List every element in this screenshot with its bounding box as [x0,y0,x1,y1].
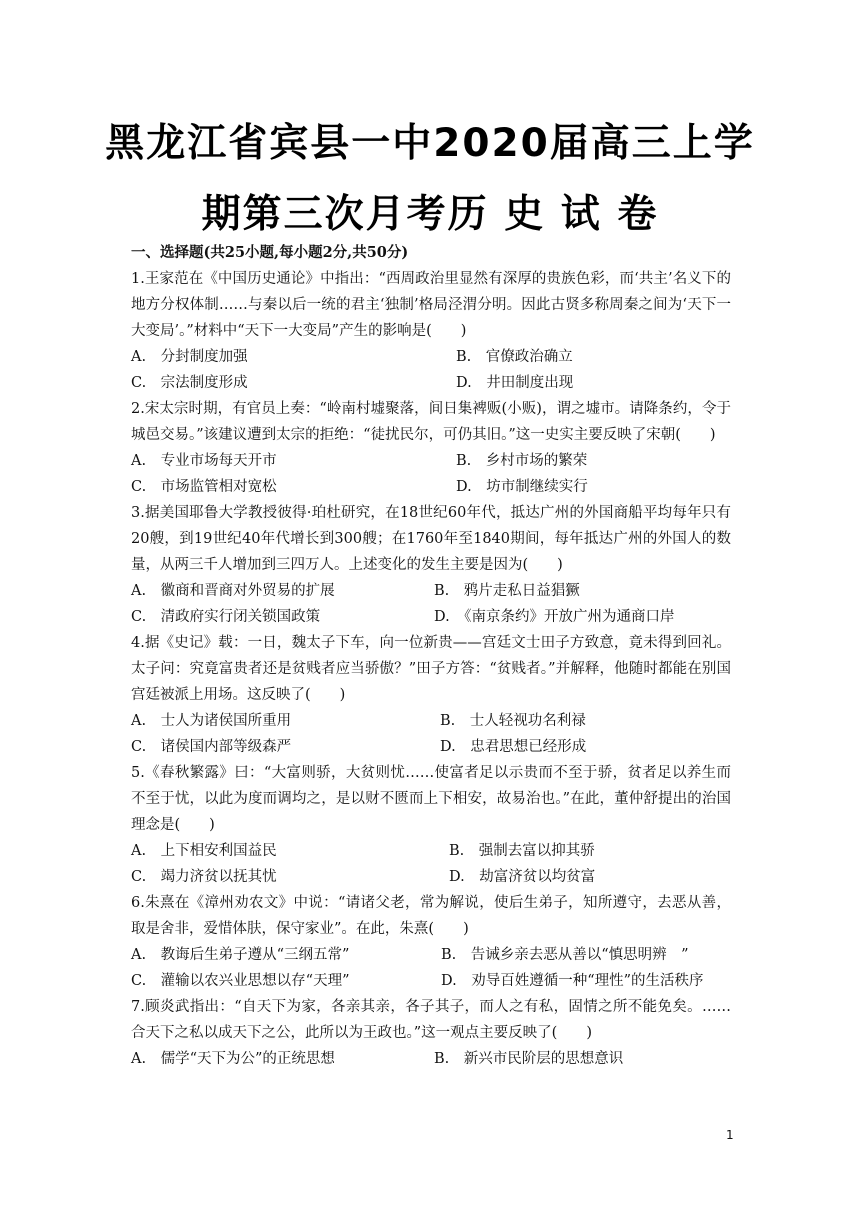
option-row [131,578,731,604]
option-row [131,968,731,994]
option-d: D. 《南京条约》开放广州为通商口岸 [434,609,675,625]
option-d: D. 劫富济贫以均贫富 [449,869,596,885]
option-a: A. 儒学“天下为公”的正统思想 [131,1051,335,1067]
option-a: A. 士人为诸侯国所重用 [131,713,292,729]
question-4 [131,630,731,760]
option-a: A. 上下相安利国益民 [131,843,277,859]
option-a: A. 教诲后生弟子遵从“三纲五常” [131,947,350,963]
option-b: B. 官僚政治确立 [456,349,573,365]
option-row [131,604,731,630]
question-stem: 7.顾炎武指出：“自天下为家，各亲其亲，各子其子，而人之有私，固情之所不能免矣。……合天下之私以成天下之公，此所以为王政也。”这一观点主要反映了( ) [131,999,731,1041]
option-row [131,838,731,864]
question-stem: 3.据美国耶鲁大学教授彼得·珀杜研究，在18世纪60年代，抵达广州的外国商船平均每年只有20艘，到19世纪40年代增长到300艘；在1760年至1840期间，每年抵达广州的外国人的数量，从两三千人增加到三四万人。上述变化的发生主要是因为( ) [131,505,731,573]
option-d: D. 井田制度出现 [456,375,574,391]
option-b: B. 告诫乡亲去恶从善以“慎思明辨 ” [441,947,689,963]
question-stem: 4.据《史记》载：一日，魏太子下车，向一位新贵——宫廷文士田子方致意，竟未得到回礼。太子问：究竟富贵者还是贫贱者应当骄傲？”田子方答：“贫贱者。”并解释，他随时都能在别国宫廷被派上用场。这反映了( ) [131,635,731,703]
question-stem: 5.《春秋繁露》曰：“大富则骄，大贫则忧……使富者足以示贵而不至于骄，贫者足以养生而不至于忧，以此为度而调均之，是以财不匮而上下相安，故易治也。”在此，董仲舒提出的治国理念是( ) [131,765,731,833]
option-row [131,448,731,474]
option-c: C. 灌输以农兴业思想以存“天理” [131,973,350,989]
section-heading: 一、选择题(共25小题,每小题2分,共50分) [131,244,409,261]
option-b: B. 乡村市场的繁荣 [456,453,588,469]
option-b: B. 士人轻视功名利禄 [440,713,586,729]
option-c: C. 诸侯国内部等级森严 [131,739,292,755]
question-1 [131,266,731,396]
option-c: C. 竭力济贫以抚其忧 [131,869,277,885]
question-6 [131,890,731,994]
question-2 [131,396,731,500]
title-line-1: 黑龙江省宾县一中2020届高三上学 [105,121,755,166]
question-7 [131,994,731,1072]
option-d: D. 忠君思想已经形成 [440,739,587,755]
option-d: D. 坊市制继续实行 [456,479,588,495]
option-row [131,864,731,890]
option-row [131,708,731,734]
title-line-2: 期第三次月考历 史 试 卷 [201,192,659,237]
option-a: A. 分封制度加强 [131,349,248,365]
question-5 [131,760,731,890]
option-row [131,1046,731,1072]
question-stem: 2.宋太宗时期，有官员上奏：“岭南村墟聚落，间日集裨贩(小贩)，谓之墟市。请降条约，令于城邑交易。”该建议遭到太宗的拒绝：“徒扰民尔，可仍其旧。”这一史实主要反映了宋朝( ) [131,401,731,443]
question-3 [131,500,731,630]
option-row [131,370,731,396]
option-c: C. 市场监管相对宽松 [131,479,277,495]
option-d: D. 劝导百姓遵循一种“理性”的生活秩序 [441,973,704,989]
option-a: A. 专业市场每天开市 [131,453,277,469]
option-b: B. 强制去富以抑其骄 [449,843,595,859]
exam-content [131,240,731,1072]
option-row [131,734,731,760]
option-row [131,942,731,968]
option-c: C. 清政府实行闭关锁国政策 [131,609,321,625]
option-row [131,344,731,370]
option-a: A. 徽商和晋商对外贸易的扩展 [131,583,335,599]
option-b: B. 鸦片走私日益猖獗 [434,583,580,599]
question-stem: 1.王家范在《中国历史通论》中指出：“西周政治里显然有深厚的贵族色彩，而‘共主’名义下的地方分权体制……与秦以后一统的君主‘独制’格局泾渭分明。因此古贤多称周秦之间为‘天下一大变局’。”材料中“天下一大变局”产生的影响是( ) [131,271,731,339]
option-c: C. 宗法制度形成 [131,375,248,391]
page-number: 1 [726,1128,734,1142]
option-row [131,474,731,500]
question-stem: 6.朱熹在《漳州劝农文》中说：“请诸父老，常为解说，使后生弟子，知所遵守，去恶从善，取是舍非，爱惜体肤，保守家业”。在此，朱熹( ) [131,895,731,937]
option-b: B. 新兴市民阶层的思想意识 [434,1051,624,1067]
